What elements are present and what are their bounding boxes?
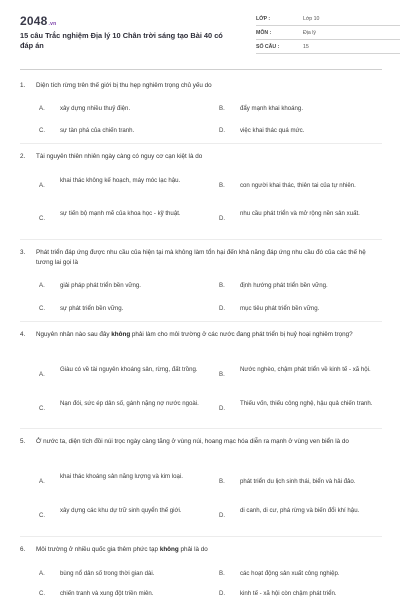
option-letter: B. [219,570,225,577]
question-number: 3. [20,249,26,256]
question-divider [20,321,382,322]
option-letter: D. [219,405,226,412]
question-text: Diện tích rừng trên thế giới bị thu hẹp nghiêm trọng chủ yếu do [36,82,212,89]
option-letter: C. [39,590,46,597]
question-text [36,330,382,340]
question-number: 2. [20,153,26,160]
option-text: phát triển du lịch sinh thái, biển và hải đảo. [240,478,356,485]
meta-value: 15 [303,44,309,50]
option-letter: B. [219,105,225,112]
option-text: khai thác khoáng sản năng lượng và kim loại. [60,473,183,480]
option-text: bùng nổ dân số trong thời gian dài. [60,570,155,577]
meta-row-subject [256,26,400,40]
meta-key: SỐ CÂU : [256,44,280,50]
option-text: khai thác không kế hoạch, máy móc lạc hậu. [60,177,181,184]
question-text: Phát triển đáp ứng được nhu cầu của hiện tại mà không làm tổn hại đến khả năng đáp ứng nhu cầu đó của các thế hệ tương lai gọi là [36,249,366,266]
question-text-part: Môi trường ở nhiều quốc gia thêm phức tạp [36,546,160,553]
option-letter: A. [39,105,45,112]
meta-key: LỚP : [256,16,271,22]
logo-text: 2048 [20,14,48,28]
option-text: các hoạt động sản xuất công nghiệp. [240,570,340,577]
option-letter: D. [219,215,226,222]
question-text [36,545,382,555]
option-letter: D. [219,512,226,519]
question-text-part: Nguyên nhân nào sau đây [36,331,112,338]
option-letter: D. [219,127,226,134]
header-divider [20,69,382,70]
question-divider [20,143,382,144]
question-number: 5. [20,438,26,445]
site-logo[interactable] [20,14,56,28]
option-text: nhu cầu phát triển và mở rộng nền sản xuất. [240,210,360,217]
option-letter: A. [39,478,45,485]
option-text: định hướng phát triển bền vững. [240,282,328,289]
option-letter: B. [219,478,225,485]
option-text: kinh tế - xã hội còn chậm phát triển. [240,590,337,597]
question-number: 4. [20,331,26,338]
meta-row-class [256,12,400,26]
option-text: đẩy mạnh khai khoáng. [240,105,304,112]
question-text: Ở nước ta, diện tích đồi núi trọc ngày càng tăng ở vùng núi, hoang mạc hóa diễn ra mạnh ở vùng ven biển là do [36,438,349,445]
option-text: việc khai thác quá mức. [240,127,305,134]
option-letter: A. [39,182,45,189]
question-text-part: phải làm cho môi trường ở các nước đang phát triển bị huỷ hoại nghiêm trọng? [130,331,353,338]
page-title: 15 câu Trắc nghiệm Địa lý 10 Chân trời sáng tạo Bài 40 có đáp án [20,31,223,50]
option-text: sự phát triển bền vững. [60,305,124,312]
option-letter: B. [219,371,225,378]
option-text: sự tàn phá của chiến tranh. [60,127,135,134]
question-number: 1. [20,82,26,89]
question-divider [20,428,382,429]
option-text: Nước nghèo, chậm phát triển về kinh tế - xã hội. [240,366,371,373]
question-text-part: phải là do [178,546,208,553]
option-letter: D. [219,305,226,312]
option-letter: B. [219,182,225,189]
meta-value: Địa lý [303,30,316,36]
meta-row-count [256,40,400,54]
option-text: Nạn đói, sức ép dân số, gánh nặng nợ nước ngoài. [60,400,199,407]
question-divider [20,536,382,537]
option-text: con người khai thác, thiên tai của tự nhiên. [240,182,356,189]
meta-key: MÔN : [256,30,272,36]
option-letter: A. [39,570,45,577]
page-header [20,12,382,60]
option-text: xây dựng nhiều thuỷ điện. [60,105,131,112]
meta-info [256,12,400,54]
question-text: Tài nguyên thiên nhiên ngày càng có nguy cơ cạn kiệt là do [36,153,203,160]
option-text: Giàu có về tài nguyên khoáng sản, rừng, đất trồng. [60,366,198,373]
option-text: giải pháp phát triển bền vững. [60,282,141,289]
meta-value: Lớp 10 [303,16,320,22]
option-letter: C. [39,512,46,519]
option-letter: D. [219,590,226,597]
question-emphasis: không [159,546,179,553]
option-text: chiến tranh và xung đột triền miên. [60,590,154,597]
option-letter: C. [39,215,46,222]
option-letter: C. [39,127,46,134]
option-letter: B. [219,282,225,289]
option-letter: A. [39,282,45,289]
option-letter: C. [39,305,46,312]
option-letter: A. [39,371,45,378]
option-text: mục tiêu phát triển bền vững. [240,305,320,312]
option-text: Thiếu vốn, thiếu công nghệ, hậu quả chiến tranh. [240,400,373,407]
question-number: 6. [20,546,26,553]
logo-suffix: .vn [48,21,57,27]
option-text: di canh, di cư, phá rừng và biến đổi khí hậu. [240,507,360,514]
question-divider [20,239,382,240]
question-emphasis: không [111,331,131,338]
option-text: xây dựng các khu dự trữ sinh quyển thế giới. [60,507,182,514]
option-letter: C. [39,405,46,412]
option-text: sự tiến bộ mạnh mẽ của khoa học - kỹ thuật. [60,210,181,217]
